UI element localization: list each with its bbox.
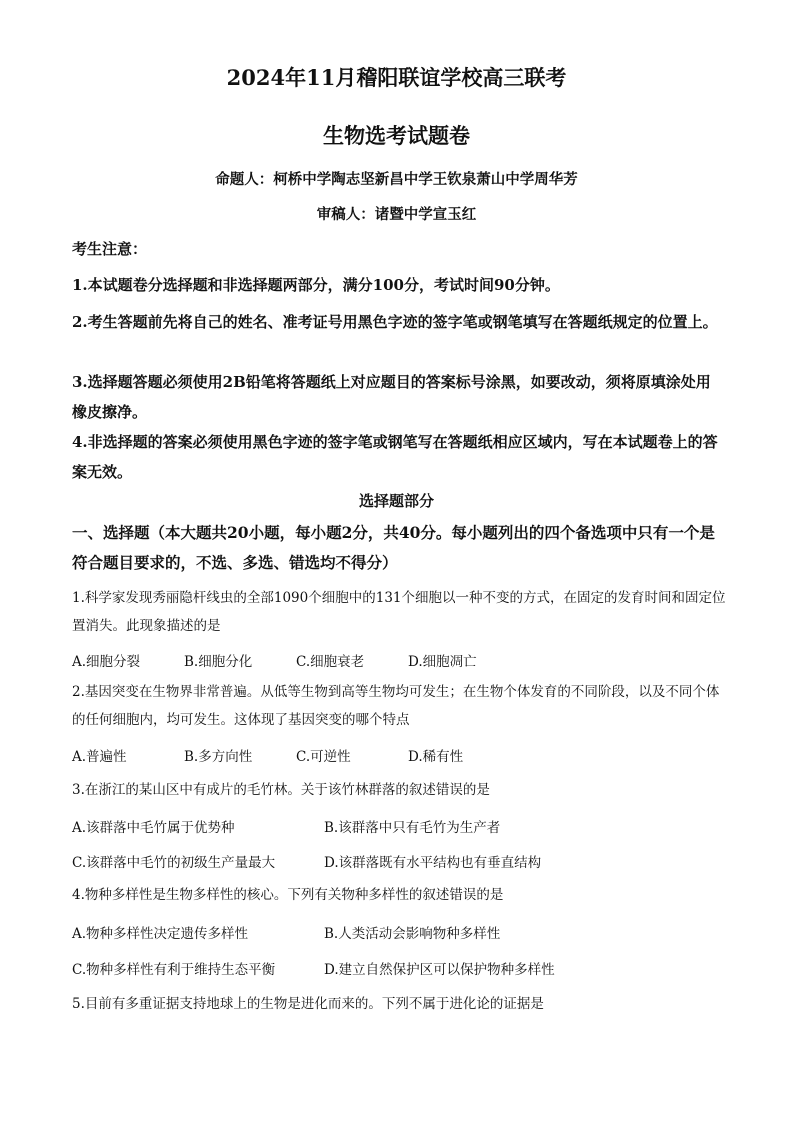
option-a: A.物种多样性决定遗传多样性 <box>72 926 249 942</box>
option-c: C.该群落中毛竹的初级生产量最大 <box>72 855 276 871</box>
question-4-stem: 4.物种多样性是生物多样性的核心。下列有关物种多样性的叙述错误的是 <box>72 887 504 903</box>
notice-item: 1.本试题卷分选择题和非选择题两部分，满分100分，考试时间90分钟。 <box>72 276 560 294</box>
option-d: D.稀有性 <box>408 749 464 765</box>
question-3-stem: 3.在浙江的某山区中有成片的毛竹林。关于该竹林群落的叙述错误的是 <box>72 782 490 798</box>
option-c: C.细胞衰老 <box>296 654 365 670</box>
option-c: C.可逆性 <box>296 749 351 765</box>
exam-title: 2024年11月稽阳联谊学校高三联考 <box>226 65 567 90</box>
reviewer-line: 审稿人：诸暨中学宣玉红 <box>316 206 477 223</box>
authors-line: 命题人：柯桥中学陶志坚新昌中学王钦泉萧山中学周华芳 <box>215 171 578 188</box>
notice-item: 4.非选择题的答案必须使用黑色字迹的签字笔或钢笔写在答题纸相应区域内，写在本试题卷上的答案无效。 <box>72 433 718 481</box>
option-b: B.细胞分化 <box>184 654 253 670</box>
exam-subtitle: 生物选考试题卷 <box>323 123 470 148</box>
option-d: D.建立自然保护区可以保护物种多样性 <box>324 962 555 978</box>
notice-item: 2.考生答题前先将自己的姓名、准考证号用黑色字迹的签字笔或钢笔填写在答题纸规定的位置上。 <box>72 313 718 331</box>
question-5-stem: 5.目前有多重证据支持地球上的生物是进化而来的。下列不属于进化论的证据是 <box>72 996 544 1012</box>
option-d: D.细胞凋亡 <box>408 654 477 670</box>
option-b: B.该群落中只有毛竹为生产者 <box>324 820 501 836</box>
notice-item: 3.选择题答题必须使用2B铅笔将答题纸上对应题目的答案标号涂黑，如要改动，须将原填涂处用橡皮擦净。 <box>72 373 711 421</box>
part-instructions: 一、选择题（本大题共20小题，每小题2分，共40分。每小题列出的四个备选项中只有一个是符合题目要求的，不选、多选、错选均不得分） <box>72 523 715 572</box>
option-c: C.物种多样性有利于维持生态平衡 <box>72 962 276 978</box>
section-title: 选择题部分 <box>358 492 434 510</box>
option-a: A.普遍性 <box>72 749 127 765</box>
option-a: A.该群落中毛竹属于优势种 <box>72 820 235 836</box>
option-d: D.该群落既有水平结构也有垂直结构 <box>324 855 542 871</box>
option-b: B.多方向性 <box>184 749 253 765</box>
question-2-stem: 2.基因突变在生物界非常普遍。从低等生物到高等生物均可发生；在生物个体发育的不同阶段，以及不同个体的任何细胞内，均可发生。这体现了基因突变的哪个特点 <box>72 684 720 728</box>
notice-heading: 考生注意： <box>72 240 148 258</box>
option-b: B.人类活动会影响物种多样性 <box>324 926 501 942</box>
question-1-stem: 1.科学家发现秀丽隐杆线虫的全部1090个细胞中的131个细胞以一种不变的方式，在固定的发育时间和固定位置消失。此现象描述的是 <box>72 590 726 634</box>
option-a: A.细胞分裂 <box>72 654 141 670</box>
